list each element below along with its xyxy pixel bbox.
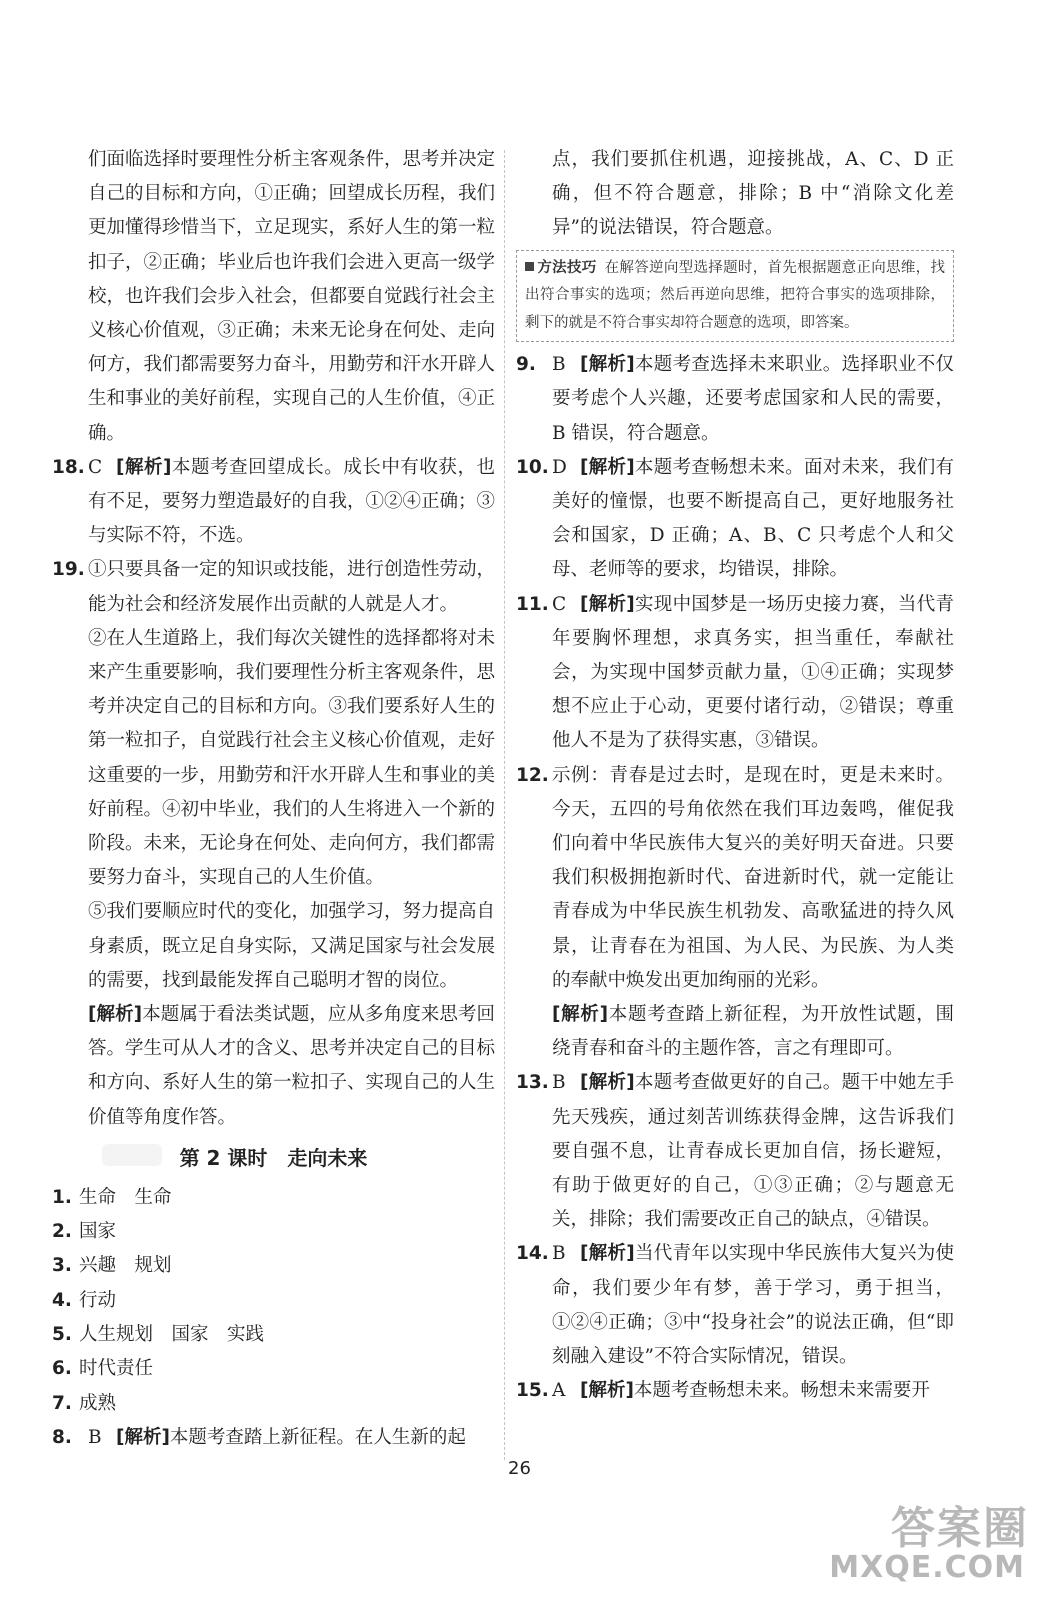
answer-text: 人生规划 国家 实践 bbox=[79, 1324, 265, 1346]
question-11 bbox=[516, 588, 954, 759]
analysis-paragraph bbox=[88, 998, 495, 1135]
analysis-text: 本题考查畅想未来。面对未来，我们有美好的憧憬，也要不断提高自己，更好地服务社会和国家，D 正确；A、B、C 只考虑个人和父母、老师等的要求，均错误，排除。 bbox=[552, 456, 954, 581]
watermark-url-text: MXQE.COM bbox=[829, 1550, 1025, 1585]
method-tip-box bbox=[516, 250, 954, 343]
analysis-tag: [解析] bbox=[116, 1426, 170, 1448]
tip-text: 在解答逆向型选择题时，首先根据题意正向思维，找出符合事实的选项；然后再逆向思维，把符合事实的选项排除，剩下的就是不符合事实却符合题意的选项，即答案。 bbox=[525, 259, 946, 331]
question-number: 14. bbox=[516, 1243, 549, 1265]
question-14 bbox=[516, 1237, 954, 1374]
analysis-tag: [解析] bbox=[88, 1004, 143, 1026]
question-number: 2. bbox=[52, 1221, 72, 1243]
answer-paragraph: ①只要具备一定的知识或技能，进行创造性劳动，能为社会和经济发展作出贡献的人就是人才。 bbox=[88, 559, 496, 615]
analysis-text: 本题考查选择未来职业。选择职业不仅要考虑个人兴趣，还要考虑国家和人民的需要，B 错误，符合题意。 bbox=[552, 354, 954, 444]
question-number: 12. bbox=[516, 764, 549, 786]
faint-logo-mark bbox=[102, 1144, 162, 1166]
column-divider bbox=[504, 150, 505, 1460]
answer-text: 时代责任 bbox=[79, 1358, 154, 1380]
answer-choice: B bbox=[552, 1243, 566, 1265]
tip-title-text: 方法技巧 bbox=[537, 259, 597, 276]
short-answer-item bbox=[52, 1215, 495, 1249]
answer-text: 行动 bbox=[79, 1289, 117, 1311]
answer-paragraph: ⑤我们要顺应时代的变化，加强学习，努力提高自身素质，既立足自身实际，又满足国家与社会发展的需要，找到最能发挥自己聪明才智的岗位。 bbox=[88, 901, 496, 991]
answer-paragraph: 示例：青春是过去时，是现在时，更是未来时。今天，五四的号角依然在我们耳边轰鸣，催促我们向着中华民族伟大复兴的美好明天奋进。只要我们积极拥抱新时代、奋进新时代，就一定能让青春成为中华民族生机勃发、高歌猛进的持久风景，让青春在为祖国、为人民、为民族、为人类的奉献中焕发出更加绚丽的光彩。 bbox=[552, 764, 954, 991]
short-answer-item bbox=[52, 1318, 495, 1352]
analysis-text: 本题考查回望成长。成长中有收获，也有不足，要努力塑造最好的自我，①②④正确；③与实际不符，不选。 bbox=[88, 456, 496, 547]
question-number: 4. bbox=[52, 1289, 72, 1311]
question-number: 7. bbox=[52, 1392, 72, 1414]
question-number: 1. bbox=[52, 1186, 72, 1208]
analysis-tag: [解析] bbox=[116, 456, 172, 478]
answer-choice: B bbox=[552, 1072, 566, 1094]
analysis-tag: [解析] bbox=[580, 1380, 634, 1402]
answer-paragraph: ②在人生道路上，我们每次关键性的选择都将对未来产生重要影响，我们要理性分析主客观条件，思考并决定自己的目标和方向。③我们要系好人生的第一粒扣子，自觉践行社会主义核心价值观，走好这重要的一步，用勤劳和汗水开辟人生和事业的美好前程。④初中毕业，我们的人生将进入一个新的阶段。未来，无论身在何处、走向何方，我们都需要努力奋斗，实现自己的人生价值。 bbox=[88, 627, 496, 889]
page-number: 26 bbox=[508, 1458, 531, 1479]
question-number: 6. bbox=[52, 1358, 72, 1380]
answer-text: 生命 生命 bbox=[79, 1186, 172, 1208]
short-answer-item bbox=[52, 1249, 495, 1283]
answer-text: 国家 bbox=[79, 1221, 117, 1243]
question-19 bbox=[52, 553, 495, 1134]
section-title bbox=[52, 1135, 495, 1181]
tip-title bbox=[525, 260, 597, 276]
short-answer-item bbox=[52, 1284, 495, 1318]
answer-choice: C bbox=[88, 456, 103, 478]
question-8 bbox=[52, 1421, 495, 1455]
question-number: 8. bbox=[52, 1426, 72, 1448]
short-answer-item bbox=[52, 1387, 495, 1421]
analysis-text: 本题属于看法类试题，应从多角度来思考回答。学生可从人才的含义、思考并决定自己的目标和方向、系好人生的第一粒扣子、实现自己的人生价值等角度作答。 bbox=[88, 1004, 496, 1128]
left-column bbox=[52, 143, 495, 1455]
question-15 bbox=[516, 1374, 954, 1408]
question-number: 13. bbox=[516, 1072, 549, 1094]
analysis-tag: [解析] bbox=[552, 1003, 609, 1025]
answer-continuation: 点，我们要抓住机遇，迎接挑战，A、C、D 正确，但不符合题意，排除；B 中“消除文化差异”的说法错误，符合题意。 bbox=[552, 149, 954, 239]
question-number: 19. bbox=[52, 559, 85, 581]
analysis-tag: [解析] bbox=[580, 354, 635, 376]
question-number: 5. bbox=[52, 1324, 72, 1346]
question-number: 18. bbox=[52, 456, 85, 478]
square-bullet-icon bbox=[525, 262, 534, 271]
answer-text: 成熟 bbox=[79, 1392, 117, 1414]
question-number: 10. bbox=[516, 456, 549, 478]
analysis-text: 当代青年以实现中华民族伟大复兴为使命，我们要少年有梦，善于学习，勇于担当，①②④正确；③中“投身社会”的说法正确，但“即刻融入建设”不符合实际情况，错误。 bbox=[552, 1243, 954, 1367]
watermark-logo-text: 答案圈 bbox=[891, 1503, 1029, 1554]
question-12 bbox=[516, 759, 954, 1067]
answer-choice: C bbox=[552, 593, 567, 615]
analysis-tag: [解析] bbox=[580, 1072, 635, 1094]
question-13 bbox=[516, 1066, 954, 1237]
short-answer-item bbox=[52, 1352, 495, 1386]
question-number: 3. bbox=[52, 1255, 72, 1277]
answer-choice: A bbox=[552, 1380, 566, 1402]
question-10 bbox=[516, 451, 954, 588]
analysis-text: 实现中国梦是一场历史接力赛，当代青年要胸怀理想，求真务实，担当重任，奉献社会，为实现中国梦贡献力量，①④正确；实现梦想不应止于心动，更要付诸行动，②错误；尊重他人不是为了获得实惠，③错误。 bbox=[552, 593, 954, 752]
analysis-tag: [解析] bbox=[580, 456, 635, 478]
answer-choice: B bbox=[88, 1426, 102, 1448]
right-column bbox=[516, 143, 954, 1408]
analysis-text: 本题考查做更好的自己。题干中她左手先天残疾，通过刻苦训练获得金牌，这告诉我们要自强不息，让青春成长更加自信，扬长避短，有助于做更好的自己，①③正确；②与题意无关，排除；我们需要改正自己的缺点，④错误。 bbox=[552, 1072, 954, 1231]
corner-watermark bbox=[829, 1492, 1029, 1592]
question-number: 15. bbox=[516, 1380, 549, 1402]
answer-continuation: 们面临选择时要理性分析主客观条件，思考并决定自己的目标和方向，①正确；回望成长历程，我们更加懂得珍惜当下，立足现实，系好人生的第一粒扣子，②正确；毕业后也许我们会进入更高一级学校，也许我们会步入社会，但都要自觉践行社会主义核心价值观，③正确；未来无论身在何处、走向何方，我们都需要努力奋斗，用勤劳和汗水开辟人生和事业的美好前程，实现自己的人生价值，④正确。 bbox=[88, 149, 496, 444]
question-number: 11. bbox=[516, 593, 549, 615]
answer-choice: B bbox=[552, 354, 566, 376]
question-number: 9. bbox=[516, 354, 536, 376]
analysis-paragraph bbox=[552, 998, 954, 1066]
section-title-text: 第 2 课时 走向未来 bbox=[179, 1145, 368, 1170]
question-9 bbox=[516, 348, 954, 451]
short-answer-list bbox=[52, 1181, 495, 1421]
analysis-text: 本题考查踏上新征程，为开放性试题，围绕青春和奋斗的主题作答，言之有理即可。 bbox=[552, 1003, 954, 1060]
short-answer-item bbox=[52, 1181, 495, 1215]
answer-choice: D bbox=[552, 456, 567, 478]
analysis-text: 本题考查踏上新征程。在人生新的起 bbox=[169, 1426, 466, 1448]
question-18 bbox=[52, 451, 495, 554]
analysis-tag: [解析] bbox=[580, 593, 635, 615]
analysis-text: 本题考查畅想未来。畅想未来需要开 bbox=[633, 1380, 930, 1402]
analysis-tag: [解析] bbox=[580, 1243, 635, 1265]
answer-text: 兴趣 规划 bbox=[79, 1255, 172, 1277]
